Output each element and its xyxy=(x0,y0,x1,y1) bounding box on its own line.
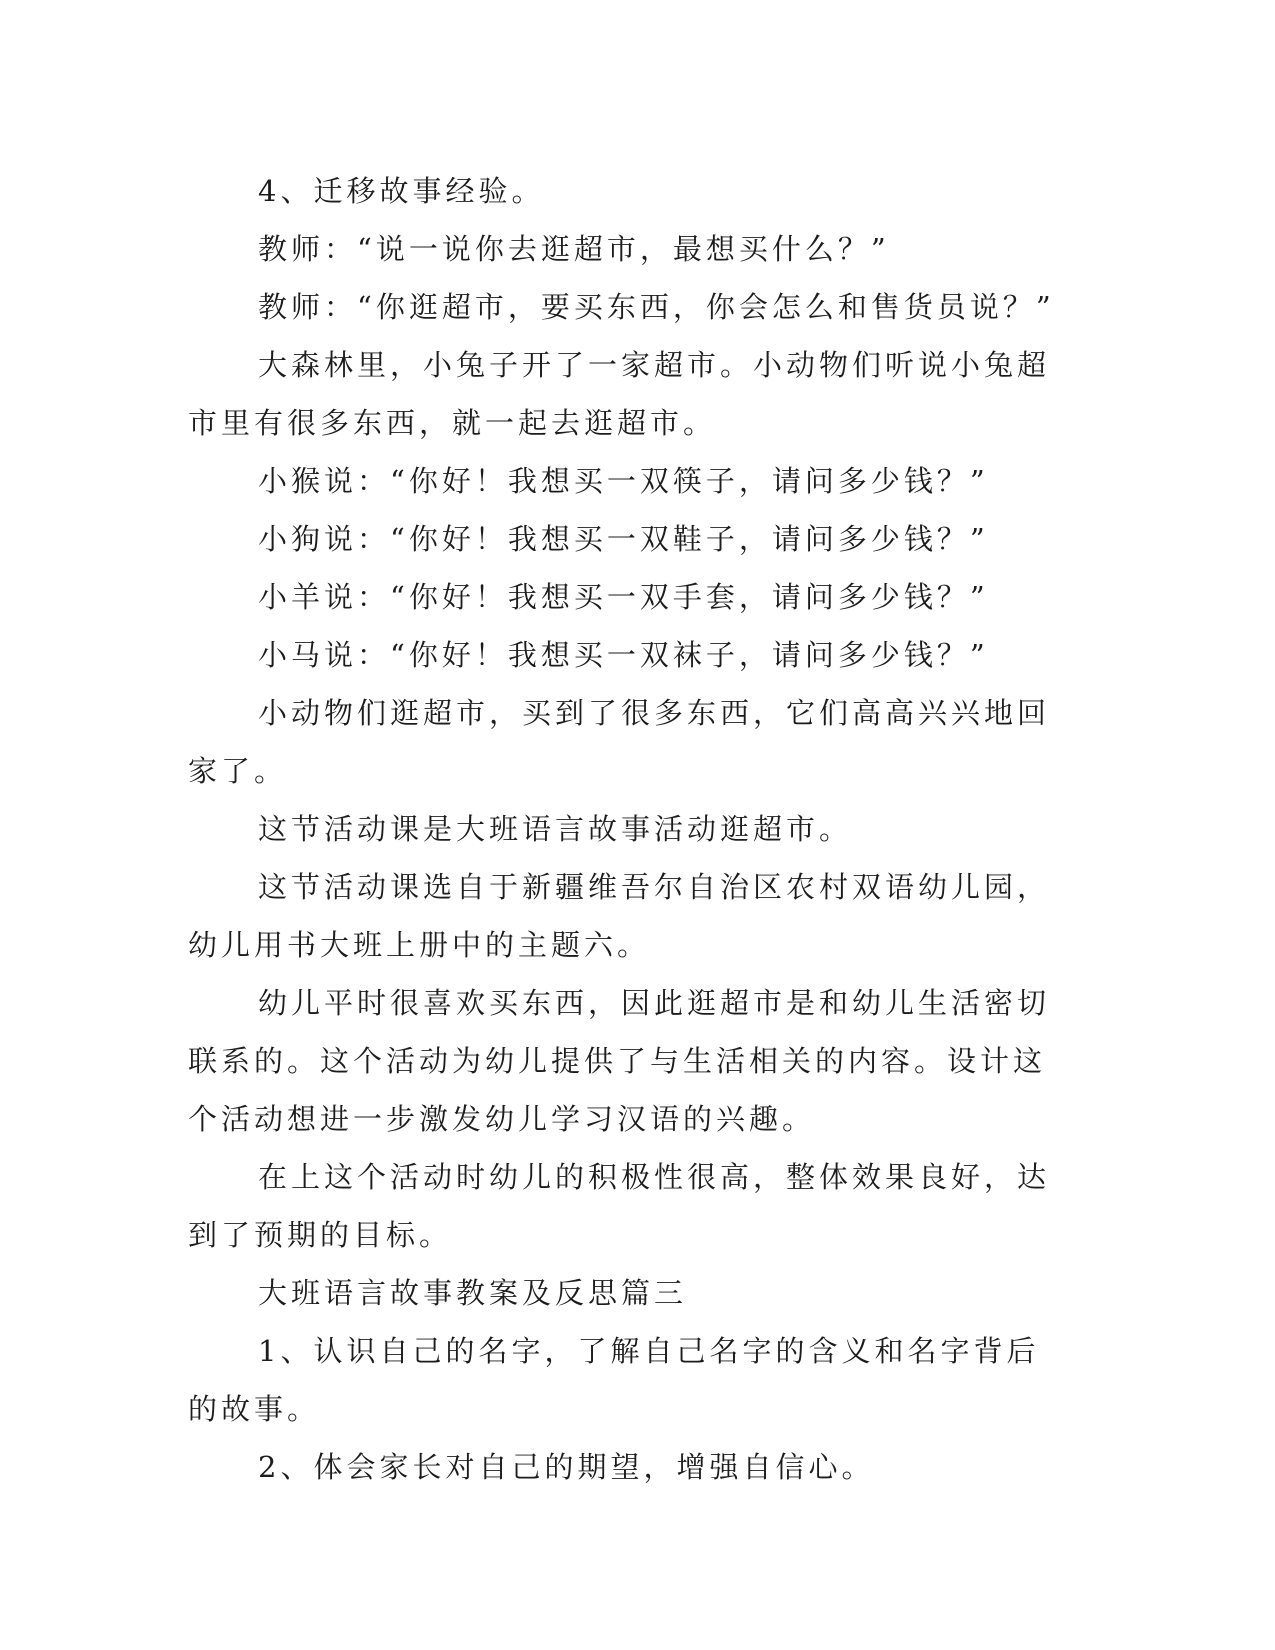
paragraph-goal-1: 1、认识自己的名字，了解自己名字的含义和名字背后的故事。 xyxy=(188,1334,1040,1426)
paragraph-teacher-question-2: 教师：“你逛超市，要买东西，你会怎么和售货员说？” xyxy=(258,290,1055,324)
paragraph-story-intro: 大森林里，小兔子开了一家超市。小动物们听说小兔超市里有很多东西，就一起去逛超市。 xyxy=(188,348,1051,440)
paragraph-reflection-1: 这节活动课是大班语言故事活动逛超市。 xyxy=(258,812,853,846)
section-heading: 大班语言故事教案及反思篇三 xyxy=(258,1276,688,1310)
paragraph-reflection-4: 在上这个活动时幼儿的积极性很高，整体效果良好，达到了预期的目标。 xyxy=(188,1160,1051,1252)
paragraph-story-end: 小动物们逛超市，买到了很多东西，它们高高兴兴地回家了。 xyxy=(188,696,1051,788)
paragraph-reflection-3: 幼儿平时很喜欢买东西，因此逛超市是和幼儿生活密切联系的。这个活动为幼儿提供了与生活相关的内容。设计这个活动想进一步激发幼儿学习汉语的兴趣。 xyxy=(188,986,1051,1136)
paragraph-dog-line: 小狗说：“你好！我想买一双鞋子，请问多少钱？” xyxy=(258,522,989,556)
document-body xyxy=(188,162,1068,1496)
paragraph-reflection-2: 这节活动课选自于新疆维吾尔自治区农村双语幼儿园，幼儿用书大班上册中的主题六。 xyxy=(188,870,1051,962)
paragraph-step-4: 4、迁移故事经验。 xyxy=(258,174,545,208)
paragraph-horse-line: 小马说：“你好！我想买一双袜子，请问多少钱？” xyxy=(258,638,989,672)
paragraph-goal-2: 2、体会家长对自己的期望，增强自信心。 xyxy=(258,1450,875,1484)
paragraph-sheep-line: 小羊说：“你好！我想买一双手套，请问多少钱？” xyxy=(258,580,989,614)
paragraph-teacher-question-1: 教师：“说一说你去逛超市，最想买什么？” xyxy=(258,232,890,266)
paragraph-monkey-line: 小猴说：“你好！我想买一双筷子，请问多少钱？” xyxy=(258,464,989,498)
